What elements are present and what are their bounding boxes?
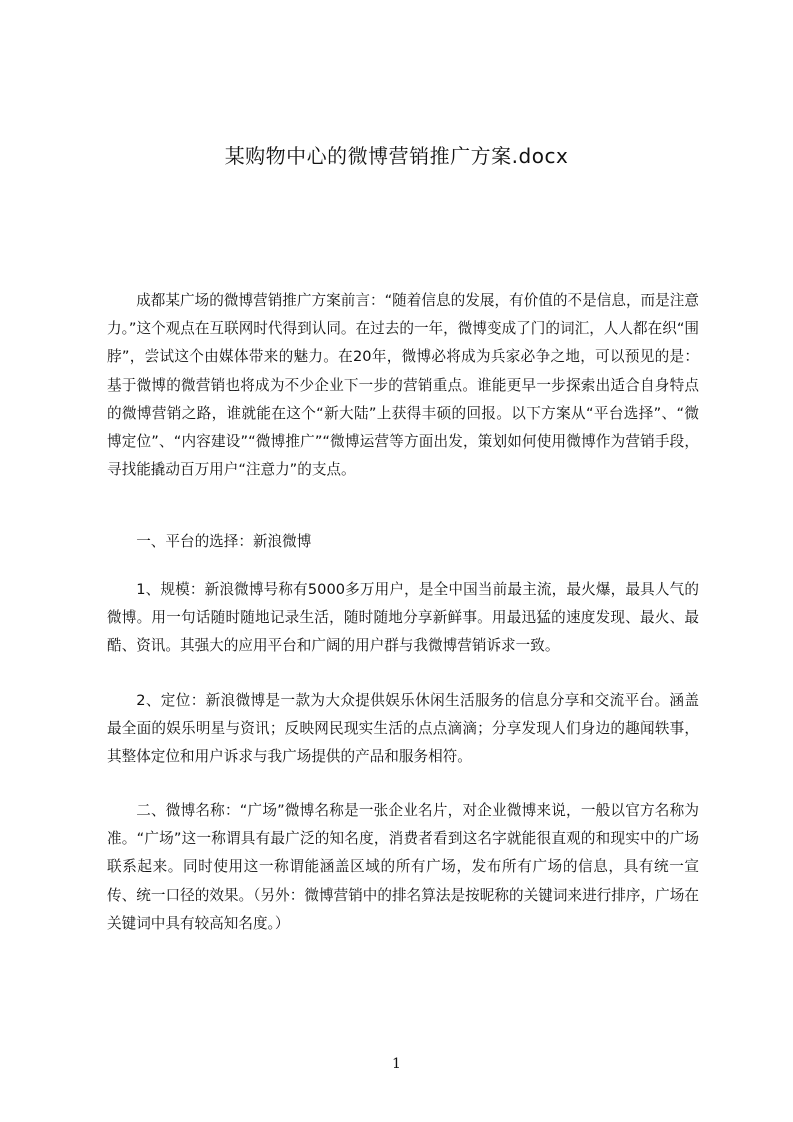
intro-paragraph: 成都某广场的微博营销推广方案前言：“随着信息的发展，有价值的不是信息，而是注意力。”这个观点在互联网时代得到认同。在过去的一年，微博变成了门的词汇，人人都在织“围脖”，尝试这个由媒体带来的魅力。在20年，微博必将成为兵家必争之地，可以预见的是：基于微博的微营销也将成为不少企业下一步的营销重点。谁能更早一步探索出适合自身特点的微博营销之路，谁就能在这个“新大陆”上获得丰硕的回报。以下方案从“平台选择”、“微博定位”、“内容建设”“微博推广”“微博运营等方面出发，策划如何使用微博作为营销手段，寻找能撬动百万用户“注意力”的支点。 [107,292,699,479]
naming-paragraph: 二、微博名称：“广场”微博名称是一张企业名片，对企业微博来说，一般以官方名称为准。“广场”这一称谓具有最广泛的知名度，消费者看到这名字就能很直观的和现实中的广场联系起来。同时使用这一称谓能涵盖区域的所有广场，发布所有广场的信息，具有统一宣传、统一口径的效果。（另外：微博营销中的排名算法是按昵称的关键词来进行排序，广场在关键词中具有较高知名度。） [107,802,699,932]
scale-paragraph: 1、规模：新浪微博号称有5000多万用户，是全中国当前最主流，最火爆，最具人气的微博。用一句话随时随地记录生活，随时随地分享新鲜事。用最迅猛的速度发现、最火、最酷、资讯。其强大的应用平台和广阔的用户群与我微博营销诉求一致。 [107,581,699,655]
positioning-paragraph: 2、定位：新浪微博是一款为大众提供娱乐休闲生活服务的信息分享和交流平台。涵盖最全面的娱乐明星与资讯；反映网民现实生活的点点滴滴；分享发现人们身边的趣闻轶事，其整体定位和用户诉求与我广场提供的产品和服务相符。 [107,692,699,766]
document-title: 某购物中心的微博营销推广方案.docx [224,144,569,168]
section-heading-platform: 一、平台的选择：新浪微博 [136,533,312,550]
page-number: 1 [392,1056,401,1072]
